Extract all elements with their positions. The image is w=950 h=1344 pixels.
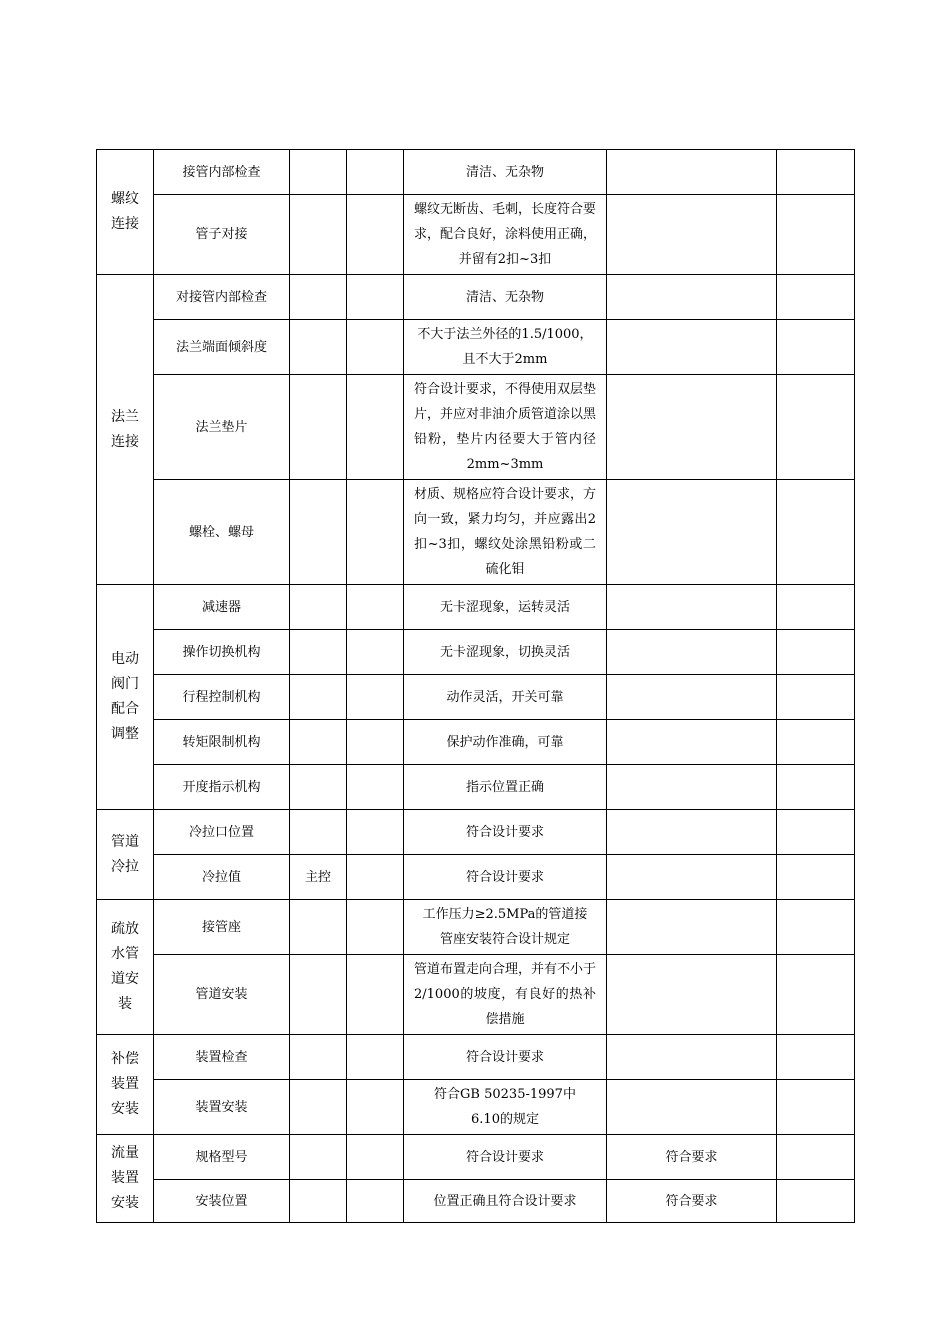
remark-cell [777,900,855,955]
requirement-cell [404,765,607,810]
item-cell: 冷拉口位置 [154,810,290,855]
grade-cell [347,1180,404,1223]
grade-cell [347,1035,404,1080]
item-cell: 对接管内部检查 [154,275,290,320]
grade-cell [347,150,404,195]
table-row [97,720,855,765]
table-row [97,955,855,1035]
remark-cell [777,480,855,585]
grade-cell [347,955,404,1035]
result-cell: 符合要求 [607,1180,777,1223]
item-cell: 装置检查 [154,1035,290,1080]
remark-cell [777,1180,855,1223]
requirement-cell [404,1180,607,1223]
table-row [97,810,855,855]
class-cell [290,1035,347,1080]
class-cell [290,1135,347,1180]
grade-cell [347,855,404,900]
result-cell [607,1035,777,1080]
requirement-cell [404,150,607,195]
item-cell: 安装位置 [154,1180,290,1223]
grade-cell [347,195,404,275]
requirement-cell [404,810,607,855]
class-cell [290,480,347,585]
inspection-table [96,149,855,1223]
requirement-text: 保护动作准确，可靠 [446,734,564,750]
grade-cell [347,900,404,955]
remark-cell [777,585,855,630]
class-cell: 主控 [290,855,347,900]
item-cell: 开度指示机构 [154,765,290,810]
result-cell [607,765,777,810]
result-cell [607,630,777,675]
remark-cell [777,320,855,375]
class-cell [290,195,347,275]
requirement-cell [404,585,607,630]
item-cell: 冷拉值 [154,855,290,900]
table-row [97,375,855,480]
result-cell [607,720,777,765]
result-cell: 符合要求 [607,1135,777,1180]
remark-cell [777,765,855,810]
table-row [97,855,855,900]
group-label-cold: 管道 冷拉 [97,810,154,900]
table-row [97,900,855,955]
result-cell [607,810,777,855]
class-cell [290,720,347,765]
table-row [97,630,855,675]
grade-cell [347,675,404,720]
result-cell [607,275,777,320]
table-row [97,480,855,585]
table-row [97,1035,855,1080]
requirement-text: 无卡涩现象，运转灵活 [439,599,570,615]
class-cell [290,900,347,955]
item-cell: 管子对接 [154,195,290,275]
requirement-text: 无卡涩现象，切换灵活 [439,644,570,660]
group-label-valve: 电动 阀门 配合 调整 [97,585,154,810]
requirement-text: 符合设计要求 [465,869,544,885]
requirement-cell [404,1035,607,1080]
remark-cell [777,855,855,900]
requirement-cell [404,375,607,480]
remark-cell [777,675,855,720]
requirement-text: 清洁、无杂物 [465,164,544,180]
table-row [97,585,855,630]
table-row [97,675,855,720]
class-cell [290,275,347,320]
grade-cell [347,765,404,810]
grade-cell [347,320,404,375]
requirement-text: 清洁、无杂物 [465,289,544,305]
requirement-cell [404,855,607,900]
requirement-text: 材质、规格应符合设计要求，方向一致，紧力均匀，并应露出2扣~3扣，螺纹处涂黑铅粉或二硫化钼 [414,487,597,577]
requirement-text: 螺纹无断齿、毛刺，长度符合要求，配合良好，涂料使用正确，并留有2扣~3扣 [414,202,597,267]
item-cell: 接管内部检查 [154,150,290,195]
item-cell: 转矩限制机构 [154,720,290,765]
remark-cell [777,275,855,320]
class-cell [290,630,347,675]
requirement-text: 指示位置正确 [465,779,544,795]
grade-cell [347,630,404,675]
requirement-text: 管道布置走向合理，并有不小于2/1000的坡度，有良好的热补偿措施 [414,962,597,1027]
requirement-cell [404,1080,607,1135]
remark-cell [777,630,855,675]
grade-cell [347,810,404,855]
remark-cell [777,810,855,855]
grade-cell [347,1135,404,1180]
table-row [97,1135,855,1180]
result-cell [607,900,777,955]
group-label-thread: 螺纹 连接 [97,150,154,275]
requirement-cell [404,675,607,720]
requirement-cell [404,720,607,765]
class-cell [290,150,347,195]
item-cell: 法兰垫片 [154,375,290,480]
class-cell [290,375,347,480]
requirement-cell [404,630,607,675]
grade-cell [347,375,404,480]
remark-cell [777,1035,855,1080]
table-row [97,150,855,195]
result-cell [607,480,777,585]
requirement-cell [404,900,607,955]
remark-cell [777,1135,855,1180]
item-cell: 规格型号 [154,1135,290,1180]
grade-cell [347,1080,404,1135]
result-cell [607,675,777,720]
table-row [97,195,855,275]
class-cell [290,810,347,855]
remark-cell [777,1080,855,1135]
requirement-cell [404,195,607,275]
requirement-cell [404,275,607,320]
requirement-text: 符合设计要求，不得使用双层垫片，并应对非油介质管道涂以黑铅粉，垫片内径要大于管内径2mm~3mm [414,382,597,472]
requirement-cell [404,320,607,375]
class-cell [290,1080,347,1135]
remark-cell [777,195,855,275]
requirement-text: 符合设计要求 [465,1049,544,1065]
group-label-flange: 法兰 连接 [97,275,154,585]
item-cell: 螺栓、螺母 [154,480,290,585]
item-cell: 行程控制机构 [154,675,290,720]
remark-cell [777,955,855,1035]
class-cell [290,765,347,810]
remark-cell [777,720,855,765]
item-cell: 减速器 [154,585,290,630]
table-row [97,1080,855,1135]
group-label-comp: 补偿 装置 安装 [97,1035,154,1135]
requirement-text: 符合设计要求 [465,824,544,840]
grade-cell [347,480,404,585]
result-cell [607,855,777,900]
requirement-text: 不大于法兰外径的1.5/1000，且不大于2mm [417,327,593,367]
grade-cell [347,585,404,630]
table-row [97,1180,855,1223]
grade-cell [347,720,404,765]
table-row [97,765,855,810]
result-cell [607,1080,777,1135]
table-row [97,320,855,375]
class-cell [290,1180,347,1223]
requirement-cell [404,480,607,585]
remark-cell [777,375,855,480]
item-cell: 法兰端面倾斜度 [154,320,290,375]
group-label-flow: 流量 装置 安装 [97,1135,154,1223]
item-cell: 接管座 [154,900,290,955]
item-cell: 装置安装 [154,1080,290,1135]
requirement-text: 动作灵活，开关可靠 [446,689,564,705]
requirement-text: 位置正确且符合设计要求 [433,1193,577,1209]
grade-cell [347,275,404,320]
requirement-text: 符合设计要求 [465,1149,544,1165]
class-cell [290,585,347,630]
result-cell [607,150,777,195]
requirement-cell [404,955,607,1035]
table-row [97,275,855,320]
item-cell: 操作切换机构 [154,630,290,675]
requirement-text: 工作压力≥2.5MPa的管道接管座安装符合设计规定 [422,907,588,947]
remark-cell [777,150,855,195]
item-cell: 管道安装 [154,955,290,1035]
result-cell [607,585,777,630]
requirement-cell [404,1135,607,1180]
class-cell [290,320,347,375]
result-cell [607,375,777,480]
result-cell [607,195,777,275]
class-cell [290,955,347,1035]
result-cell [607,955,777,1035]
result-cell [607,320,777,375]
group-label-drain: 疏放 水管 道安 装 [97,900,154,1035]
class-cell [290,675,347,720]
requirement-text: 符合GB 50235-1997中6.10的规定 [434,1087,576,1127]
